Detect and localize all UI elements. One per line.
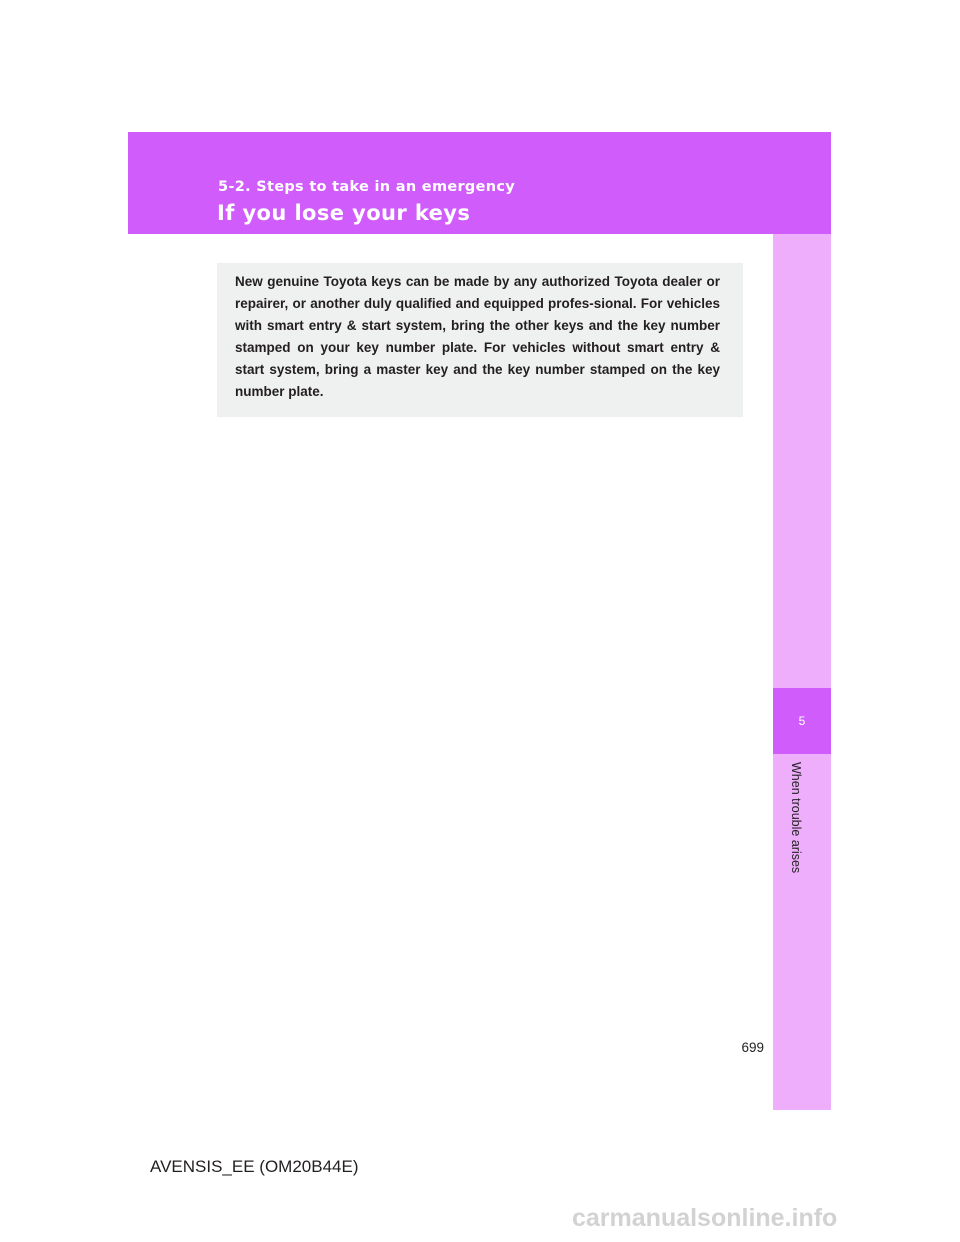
watermark: carmanualsonline.info [572, 1204, 838, 1232]
chapter-number: 5 [798, 714, 806, 728]
chapter-title: When trouble arises [789, 762, 803, 874]
info-text: New genuine Toyota keys can be made by any authorized Toyota dealer or repairer, or another duly qualified and equipped profes-sional. For vehicles with smart entry & start system, bring the other keys and the key number stamped on your key number plate. For vehicles without smart entry & start system, bring a master key and the key number stamped on the key number plate. [235, 274, 720, 399]
info-box [217, 263, 743, 417]
chapter-side-tab [773, 234, 831, 1110]
page-number: 699 [741, 1040, 764, 1055]
document-code: AVENSIS_EE (OM20B44E) [150, 1157, 359, 1176]
section-label: 5-2. Steps to take in an emergency [218, 179, 516, 195]
header-band [128, 132, 831, 234]
page-title: If you lose your keys [217, 201, 471, 225]
chapter-number-box [773, 688, 831, 754]
